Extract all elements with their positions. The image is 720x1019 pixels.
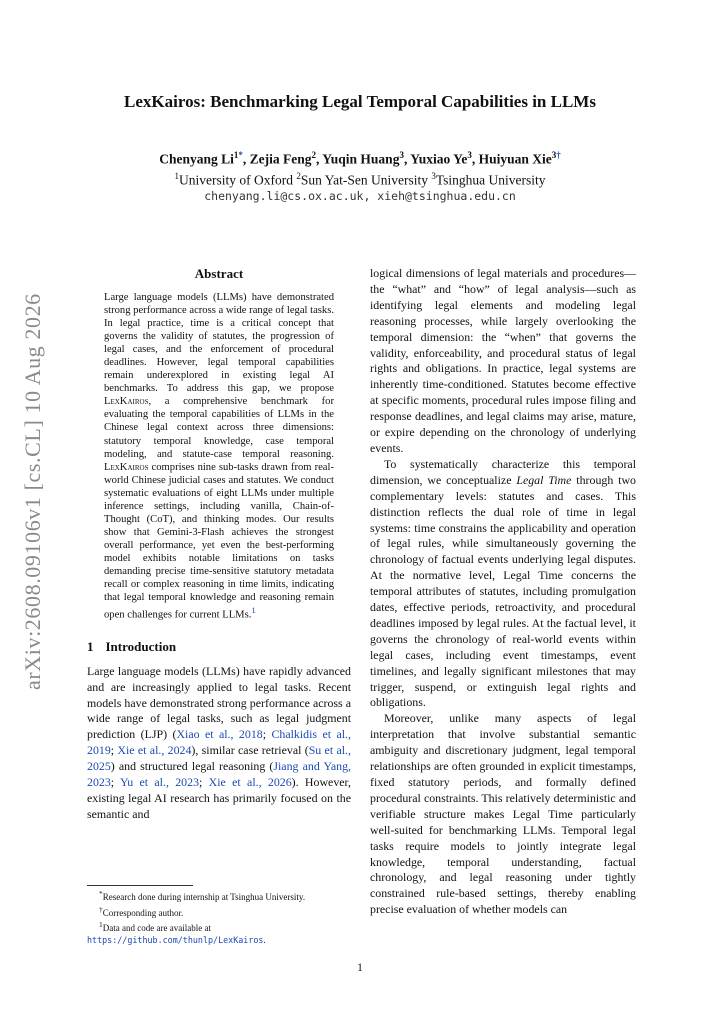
author-affiliation-index: 1 (233, 150, 239, 160)
affiliation-index: 3 (431, 170, 436, 181)
footnote-mark[interactable]: * (238, 150, 243, 160)
affiliation: Tsinghua University (435, 172, 546, 187)
right-column (370, 266, 636, 918)
footnotes (87, 888, 351, 946)
citation-link[interactable]: Jiang and Yang, 2023 (87, 759, 351, 790)
citation-link[interactable]: Xie et al., 2026 (208, 775, 292, 790)
arxiv-identifier: arXiv:2608.09106v1 [cs.CL] 10 Aug 2026 (20, 293, 45, 690)
intro-paragraph-1: Large language models (LLMs) have rapidly advanced and are increasingly applied to legal tasks. Recent models have demonstrated strong performance across a wide range of legal tasks, such as legal judgment prediction (LJP) (Xiao et al., 2018; Chalkidis et al., 2019; Xie et al., 2024), similar case retrieval (Su et al., 2025) and structured legal reasoning (Jiang and Yang, 2023; Yu et al., 2023; Xie et al., 2026). However, existing legal AI research has primarily focused on the semantic and (87, 663, 351, 821)
author-emails: chenyang.li@cs.ox.ac.uk, xieh@tsinghua.edu.cn (204, 189, 516, 203)
page-number: 1 (357, 962, 363, 974)
citation-link[interactable]: Xiao et al., 2018 (176, 727, 263, 742)
citation-link[interactable]: Chalkidis et al., 2019 (87, 727, 351, 758)
affiliation-index: 1 (174, 170, 179, 181)
intro-paragraph-3: Moreover, unlike many aspects of legal interpretation that involve substantial semantic ambiguity and discretionary judgment, legal temporal relationships are often grounded in explicit timestamps, fixed statutory periods, and formally defined procedural constraints. This relatively deterministic and verifiable structure makes Legal Time particularly well-suited for benchmarking LLMs. Temporal legal tasks require models to jointly integrate legal knowledge, temporal understanding, factual chronology, and legal reasoning under tightly constrained rule-based settings, thereby enabling precise evaluation of whether models can (370, 711, 636, 917)
author-name: Yuxiao Ye (410, 151, 468, 167)
citation-link[interactable]: Su et al., 2025 (87, 743, 351, 774)
abstract-heading: Abstract (194, 266, 244, 281)
author-block (0, 147, 720, 205)
author-name: Chenyang Li (159, 151, 234, 167)
section-heading-introduction (87, 639, 351, 655)
author-name: Zejia Feng (249, 151, 312, 167)
footnote: *Research done during internship at Tsinghua University. (99, 889, 306, 902)
author-affiliation-index: 3 (399, 150, 404, 160)
repository-link[interactable]: https://github.com/thunlp/LexKairos (87, 934, 264, 945)
author-affiliation-index: 3 (551, 150, 557, 160)
footnote-divider (87, 885, 193, 886)
emphasis-term: Legal Time (516, 472, 572, 487)
footnote: †Corresponding author. (99, 904, 184, 918)
section-number: 1 (87, 638, 94, 654)
affiliations (0, 168, 720, 189)
author-names: Chenyang $Li^{1*}$, Zejia Feng$^2$, Yuqin Huang$^3$, Yuxiao Ye$^3$, Huiyuan Xie$^{3\dagger}$ (159, 150, 561, 167)
intro-paragraph-2: To systematically characterize this temporal dimension, we conceptualize Legal Time through two complementary levels: statutes and cases. This distinction reflects the dual role of time in legal systems: time constrains the applicability and operation of legal rules, while simultaneously governing the chronology of factual events underlying legal disputes. At the normative level, Legal Time concerns the temporal attributes of statutes, including promulgation dates, effective periods, retroactivity, and procedural deadlines imposed by legal rules. At the factual level, it governs the chronology of real-world events within legal cases, including event timestamps, event timelines, and legally significant milestones that may trigger, suspend, or extinguish legal rights and obligations. (370, 456, 636, 710)
author-name: Huiyuan Xie (478, 151, 552, 167)
author-name: Yuqin Huang (322, 151, 400, 167)
intro-paragraph-1-continued: logical dimensions of legal materials and procedures—the “what” and “how” of legal analysis—such as identifying legal elements and modeling legal reasoning processes, while largely overlooking the temporal dimension: the “when” that governs the validity, enforceability, and procedural status of legal rights and obligations. In practice, legal systems are inherently time-conditioned. Statutes become effective at specific moments, procedural rules impose filing and response deadlines, and legal claims may arise, mature, or expire depending on the chronology of underlying events. (370, 266, 636, 455)
footnote-ref[interactable]: 1 (251, 605, 256, 616)
affiliation-index: 2 (296, 170, 301, 181)
citation-link[interactable]: Yu et al., 2023 (119, 775, 200, 790)
benchmark-name: LexKairos (104, 396, 149, 408)
affiliation: University of Oxford (178, 172, 297, 187)
author-affiliation-index: 2 (311, 150, 317, 160)
citation-link[interactable]: Xie et al., 2024 (117, 743, 192, 758)
section-title: Introduction (105, 638, 177, 654)
footnote: $^1$Data and code are available at https://github.com/thunlp/LexKairos. (87, 920, 266, 945)
paper-title: LexKairos: Benchmarking Legal Temporal Capabilities in LLMs (124, 92, 596, 111)
left-column (87, 266, 351, 823)
author-affiliation-index: 3 (467, 150, 472, 160)
abstract-text: Large language models (LLMs) have demonstrated strong performance across a wide range of legal tasks. In legal practice, time is a critical concept that governs the validity of statutes, the progression of legal cases, and the enforcement of procedural deadlines. However, legal temporal capabilities remain underexplored in existing legal AI benchmarks. To address this gap, we propose LexKairos, a comprehensive benchmark for evaluating the temporal capabilities of LLMs in the Chinese legal context across three dimensions: statutory temporal knowledge, case temporal modeling, and statute-case temporal reasoning. LexKairos comprises nine sub-tasks drawn from real-world Chinese judicial cases and statutes. We conduct systematic evaluations of eight LLMs under multiple inference settings, including vanilla, Chain-of-Thought (CoT), and thinking modes. Our results show that Gemini-3-Flash achieves the strongest overall performance, yet even the best-performing model exhibits notable limitations on tasks demanding precise time-sensitive statutory metadata recall or complex reasoning in time limits, indicating that legal temporal knowledge and reasoning remain open challenges for current LLMs.$^1$ (104, 292, 334, 621)
benchmark-name: LexKairos (104, 461, 149, 473)
footnote-mark[interactable]: † (556, 150, 561, 160)
affiliation: Sun Yat-Sen University (300, 172, 432, 187)
